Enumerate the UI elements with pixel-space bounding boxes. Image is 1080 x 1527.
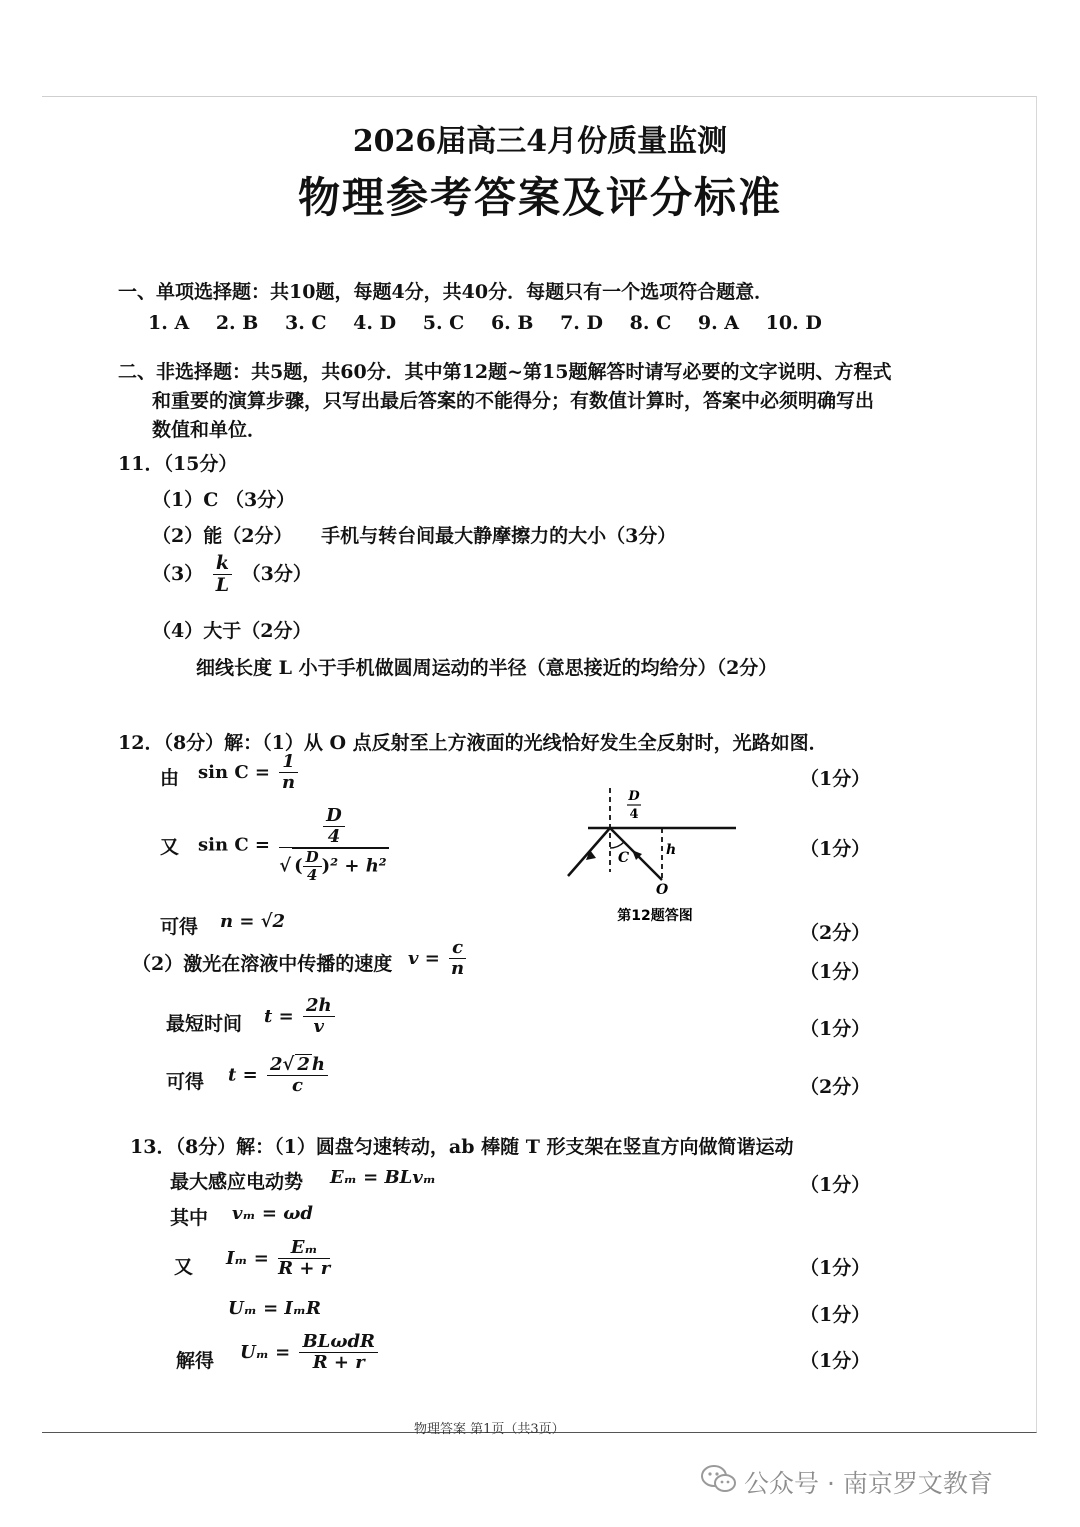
q12-eq1-num: 1 — [279, 752, 298, 773]
q12-time-fraction — [303, 996, 335, 1037]
answer-8: 8. C — [629, 312, 672, 334]
q12-eq1 — [198, 752, 301, 793]
q13-voltage-eq: Uₘ = IₘR — [228, 1298, 321, 1319]
q12-score-1: （1分） — [800, 768, 871, 790]
q13-intro: 13．（8分）解：（1）圆盘匀速转动，ab 棒随 T 形支架在竖直方向做简谐运动 — [130, 1136, 794, 1158]
q11-part1: （1）C （3分） — [152, 489, 296, 511]
q12-figure — [560, 782, 750, 934]
fig-label-d4 — [627, 789, 641, 822]
q12-result2-num-coef: 2 — [269, 1054, 283, 1075]
wechat-icon — [700, 1464, 738, 1494]
q11-part3-num: k — [213, 553, 232, 575]
q12-part2-num: c — [449, 938, 466, 959]
answer-1: 1. A — [148, 312, 190, 334]
q11-part3-fraction — [213, 553, 232, 597]
q11-part3 — [152, 553, 312, 597]
q12-eq2-den: √ ( $\frac{D}{4}$ )² + h² — [279, 848, 387, 884]
page-footer: 物理答案 第1页（共3页） — [414, 1422, 565, 1437]
q11-part3-label: （3） — [152, 562, 204, 585]
q12-eq1-den: n — [282, 771, 296, 793]
exam-title: 2026届高三4月份质量监测 — [352, 124, 728, 159]
section2-heading-line3: 数值和单位． — [152, 419, 267, 441]
q11-part3-score: （3分） — [241, 562, 312, 585]
exam-subtitle: 物理参考答案及评分标准 — [297, 173, 782, 222]
q13-current-lhs: Iₘ = — [226, 1247, 269, 1269]
answer-9: 9. A — [697, 312, 740, 334]
answer-4: 4. D — [353, 312, 397, 334]
q12-eq2-and: 又 — [160, 836, 180, 858]
q12-result-eq: n = √2 — [220, 911, 286, 932]
fig-label-c: C — [618, 850, 630, 866]
q11-part4: （4）大于（2分） — [152, 620, 312, 642]
section1-heading: 一、单项选择题：共10题，每题4分，共40分．每题只有一个选项符合题意． — [118, 281, 774, 303]
q12-result-label: 可得 — [160, 916, 199, 938]
answer-7: 7. D — [560, 312, 604, 334]
q13-solve-eq — [240, 1332, 381, 1373]
q12-eq2-den-top: D — [303, 849, 322, 867]
q12-eq1-lhs: sin C = — [198, 761, 270, 783]
answer-2: 2. B — [215, 312, 259, 334]
q13-score-3: （1分） — [800, 1304, 871, 1326]
q13-where-label: 其中 — [170, 1207, 209, 1229]
fig-label-4: 4 — [629, 807, 639, 822]
q12-eq2-fraction — [279, 806, 388, 884]
q13-where-eq: vₘ = ωd — [232, 1203, 313, 1224]
q12-eq2 — [198, 806, 392, 884]
answer-10: 10. D — [765, 312, 822, 334]
q11-part2-reason: 手机与转台间最大静摩擦力的大小（3分） — [321, 525, 677, 547]
q12-time-den: v — [313, 1015, 324, 1037]
q13-solve-lhs: Uₘ = — [240, 1341, 291, 1363]
q12-time-eq — [264, 996, 338, 1037]
q12-result2-den: c — [291, 1074, 303, 1096]
q12-eq2-den-bot: 4 — [306, 865, 318, 884]
fig-angle-arc — [610, 842, 624, 848]
answer-6: 6. B — [490, 312, 534, 334]
fig-label-o: O — [656, 882, 669, 898]
answer-3: 3. C — [284, 312, 327, 334]
q12-score-6: （2分） — [800, 1076, 871, 1098]
q12-result2-eq — [228, 1054, 331, 1096]
q13-solve-den: R + r — [312, 1351, 365, 1373]
q12-eq2-num-frac — [323, 806, 345, 847]
q13-score-4: （1分） — [800, 1350, 871, 1372]
section2-heading-line2: 和重要的演算步骤，只写出最后答案的不能得分；有数值计算时，答案中必须明确写出 — [152, 390, 875, 412]
q12-intro: 12．（8分）解：（1）从 O 点反射至上方液面的光线恰好发生全反射时，光路如图． — [118, 732, 828, 754]
q12-result2-num-root: 2 — [297, 1054, 310, 1075]
q11-part3-den: L — [215, 573, 230, 596]
q12-part2-lhs: v = — [408, 947, 440, 969]
q13-current-num: Eₘ — [278, 1238, 330, 1259]
q13-current-den: R + r — [278, 1257, 331, 1279]
q13-solve-fraction — [299, 1332, 378, 1373]
q12-eq1-fraction — [279, 752, 298, 793]
q13-score-1: （1分） — [800, 1174, 871, 1196]
q13-current-eq — [226, 1238, 333, 1279]
q13-current-fraction — [278, 1238, 330, 1279]
fig-label-d: D — [628, 789, 640, 804]
q13-solve-label: 解得 — [176, 1350, 215, 1372]
q12-result2-fraction — [267, 1054, 328, 1096]
q12-eq2-num-bot: 4 — [327, 825, 341, 847]
q12-result2-label: 可得 — [166, 1071, 205, 1093]
q12-part2-den: n — [451, 957, 465, 979]
section1-answers — [148, 312, 822, 334]
q13-and: 又 — [174, 1256, 194, 1278]
q13-emf-label: 最大感应电动势 — [170, 1171, 304, 1193]
q12-time-num: 2h — [303, 996, 335, 1017]
fig-caption: 第12题答图 — [617, 908, 693, 924]
q12-time-lhs: t = — [264, 1005, 294, 1027]
q13-emf-eq: Eₘ = BLvₘ — [330, 1167, 436, 1188]
q11-part4-reason: 细线长度 L 小于手机做圆周运动的半径（意思接近的均给分）（2分） — [196, 657, 778, 679]
q12-eq2-num — [279, 806, 388, 848]
fig-label-h: h — [666, 842, 677, 858]
fig-reflected-ray — [568, 828, 610, 876]
section2-heading-line1: 二、非选择题：共5题，共60分．其中第12题~第15题解答时请写必要的文字说明、方程式 — [118, 361, 892, 383]
q12-eq2-num-top: D — [323, 806, 345, 827]
q12-eq2-lhs: sin C = — [198, 834, 270, 856]
q12-part2-eq — [408, 938, 469, 979]
q12-score-3: （2分） — [800, 922, 871, 944]
q12-part2-label: （2）激光在溶液中传播的速度 — [132, 953, 393, 975]
q12-eq2-den-frac — [303, 849, 322, 884]
q12-score-5: （1分） — [800, 1018, 871, 1040]
q11-part2-answer: （2）能（2分） — [152, 525, 293, 547]
q13-solve-num: BLωdR — [299, 1332, 378, 1353]
q13-score-2: （1分） — [800, 1257, 871, 1279]
watermark-text: 公众号 · 南京罗文教育 — [744, 1469, 993, 1498]
q12-result2-lhs: t = — [228, 1064, 258, 1086]
q12-score-2: （1分） — [800, 838, 871, 860]
q12-result2-num-h: h — [311, 1054, 325, 1075]
q12-score-4: （1分） — [800, 961, 871, 983]
q12-eq1-by: 由 — [160, 767, 180, 789]
q12-eq2-den-tail: ² + h² — [330, 855, 387, 877]
q12-result2-num: 2√ 2 h — [267, 1054, 328, 1076]
q12-shortest-label: 最短时间 — [166, 1013, 243, 1035]
q11-title: 11．（15分） — [118, 453, 238, 475]
answer-5: 5. C — [422, 312, 465, 334]
q11-part2 — [152, 521, 676, 548]
q12-part2-fraction — [449, 938, 466, 979]
